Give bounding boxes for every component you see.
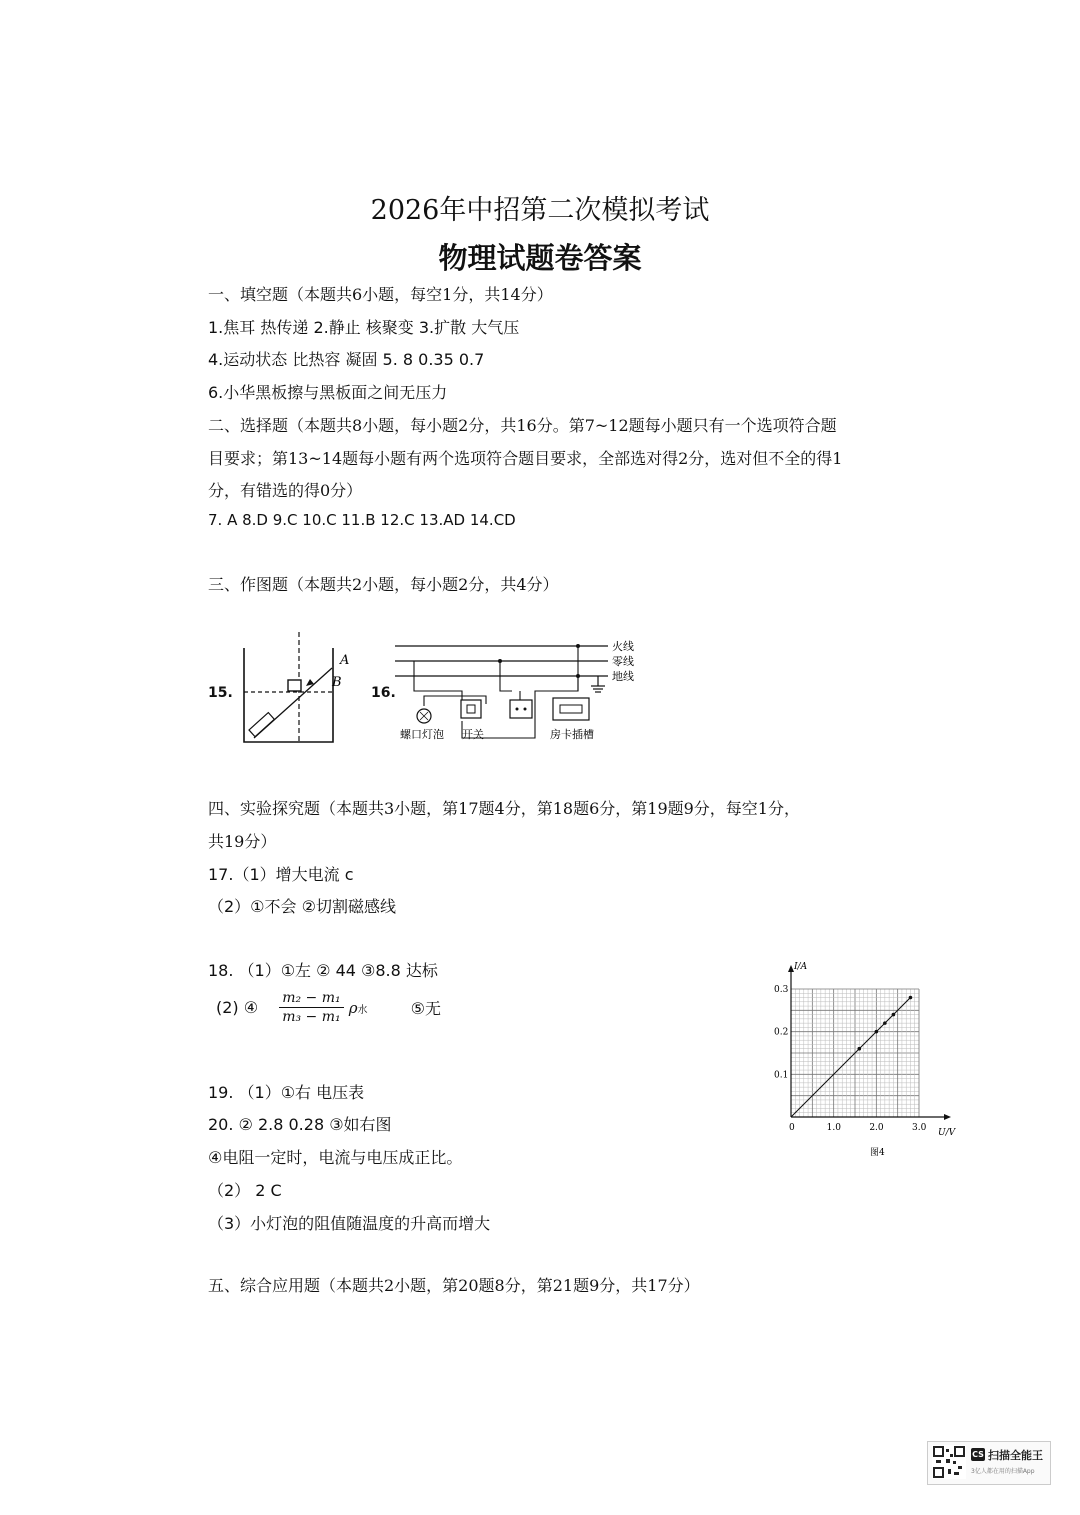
x-axis-arrow xyxy=(944,1114,951,1120)
section1-line: 4.运动状态 比热容 凝固 5. 8 0.35 0.7 xyxy=(208,350,485,369)
fig15-diagram xyxy=(236,630,366,745)
q18-part2-prefix: (2) ④ xyxy=(216,998,259,1017)
q20-line: 20. ② 2.8 0.28 ③如右图 xyxy=(208,1115,392,1134)
section2-heading: 目要求；第13~14题每小题有两个选项符合题目要求，全部选对得2分，选对但不全的得1 xyxy=(208,449,843,468)
fig15-label-a: A xyxy=(340,653,350,668)
section1-line: 6.小华黑板擦与黑板面之间无压力 xyxy=(208,383,448,402)
scanner-brand: 扫描全能王 xyxy=(988,1449,1043,1462)
q19-conclusion: ④电阻一定时，电流与电压成正比。 xyxy=(208,1148,463,1167)
wire-live-label: 火线 xyxy=(612,640,634,653)
x-tick-label: 1.0 xyxy=(826,1123,841,1133)
q18-part2 xyxy=(216,990,441,1025)
cs-badge-icon: CS xyxy=(972,1450,984,1459)
q19-part3: （3）小灯泡的阻值随温度的升高而增大 xyxy=(208,1214,491,1233)
data-point xyxy=(857,1047,861,1051)
x-axis-label: U/V xyxy=(938,1128,956,1138)
scanner-tagline: 3亿人都在用的扫描App xyxy=(971,1468,1035,1475)
switch-label: 开关 xyxy=(462,728,484,741)
y-tick-label: 0.1 xyxy=(774,1070,789,1081)
data-point xyxy=(875,1030,879,1034)
y-tick-label: 0.2 xyxy=(774,1027,789,1038)
section1-line: 1.焦耳 热传递 2.静止 核聚变 3.扩散 大气压 xyxy=(208,318,520,337)
section1-heading: 一、填空题（本题共6小题，每空1分，共14分） xyxy=(208,285,553,304)
scanner-watermark xyxy=(927,1441,1051,1485)
y-tick-label: 0.3 xyxy=(774,985,789,995)
q19-part1: 19. （1）①右 电压表 xyxy=(208,1083,365,1102)
fig15-number: 15. xyxy=(208,685,233,701)
data-point xyxy=(909,996,913,1000)
formula-numerator: m₂ − m₁ xyxy=(279,990,343,1008)
formula-denominator: m₃ − m₁ xyxy=(282,1009,341,1025)
chart-marks xyxy=(791,996,912,1117)
fig16-circuit xyxy=(390,634,640,746)
fig16-number: 16. xyxy=(371,685,396,701)
section2-heading: 分，有错选的得0分） xyxy=(208,481,363,500)
section4-heading: 共19分） xyxy=(208,832,277,851)
data-point xyxy=(883,1021,887,1025)
wire-neutral-label: 零线 xyxy=(612,655,634,668)
wire-ground-label: 地线 xyxy=(612,670,634,683)
q18-part2-suffix: ⑤无 xyxy=(410,999,441,1018)
density-formula xyxy=(279,990,343,1025)
bulb-label: 螺口灯泡 xyxy=(400,728,444,741)
y-axis-label: I/A xyxy=(794,962,808,972)
section4-heading: 四、实验探究题（本题共3小题，第17题4分，第18题6分，第19题9分，每空1分， xyxy=(208,799,800,818)
section2-heading: 二、选择题（本题共8小题，每小题2分，共16分。第7~12题每小题只有一个选项符合题 xyxy=(208,416,837,435)
card-slot-label: 房卡插槽 xyxy=(550,728,594,741)
fig15-label-b: B xyxy=(332,675,342,690)
x-tick-label: 0 xyxy=(789,1123,795,1133)
qr-code-icon xyxy=(932,1445,966,1479)
iu-chart xyxy=(760,955,970,1163)
x-tick-label: 2.0 xyxy=(869,1123,884,1133)
section2-answers: 7. A 8.D 9.C 10.C 11.B 12.C 13.AD 14.CD xyxy=(208,511,516,529)
q17-part2: （2）①不会 ②切割磁感线 xyxy=(208,897,396,916)
x-tick-label: 3.0 xyxy=(912,1123,927,1133)
chart-caption: 图4 xyxy=(870,1148,885,1158)
q17-part1: 17.（1）增大电流 c xyxy=(208,865,354,884)
section3-heading: 三、作图题（本题共2小题，每小题2分，共4分） xyxy=(208,575,559,594)
section5-heading: 五、综合应用题（本题共2小题，第20题8分，第21题9分，共17分） xyxy=(208,1276,700,1295)
answer-sheet-title: 物理试题卷答案 xyxy=(438,241,642,275)
exam-title: 2026年中招第二次模拟考试 xyxy=(370,195,710,226)
data-point xyxy=(892,1013,896,1017)
q18-part1: 18. （1）①左 ② 44 ③8.8 达标 xyxy=(208,961,438,980)
q19-part2: （2） 2 C xyxy=(208,1181,282,1200)
rho-water: ρ水 xyxy=(348,998,368,1017)
